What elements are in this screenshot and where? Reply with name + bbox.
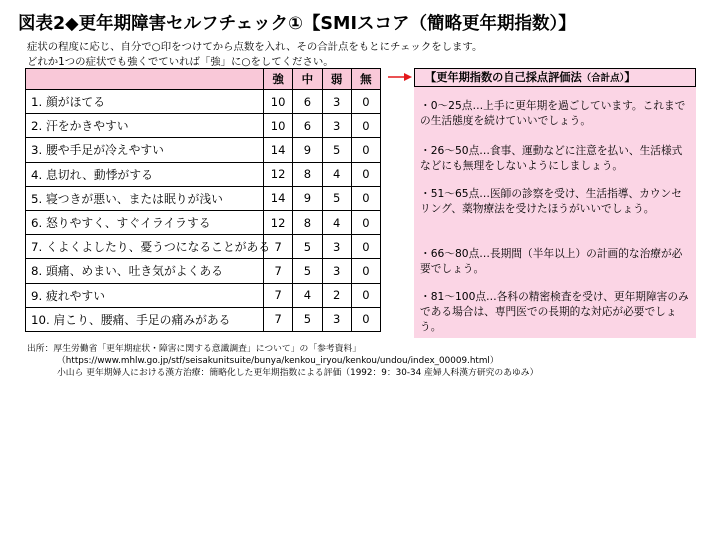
score-none: 0 bbox=[351, 186, 380, 210]
symptom-label: 4. 息切れ、動悸がする bbox=[26, 162, 264, 186]
symptom-label: 8. 頭痛、めまい、吐き気がよくある bbox=[26, 259, 264, 283]
symptom-label: 3. 腰や手足が冷えやすい bbox=[26, 138, 264, 162]
smi-score-table bbox=[25, 68, 381, 332]
score-none: 0 bbox=[351, 307, 380, 331]
table-row bbox=[26, 307, 381, 331]
table-row bbox=[26, 90, 381, 114]
evaluation-box bbox=[414, 68, 696, 338]
header-weak: 弱 bbox=[322, 69, 351, 90]
score-strong: 7 bbox=[264, 259, 293, 283]
score-medium: 5 bbox=[293, 259, 322, 283]
header-strong: 強 bbox=[264, 69, 293, 90]
score-medium: 6 bbox=[293, 114, 322, 138]
symptom-label: 7. くよくよしたり、憂うつになることがある bbox=[26, 235, 264, 259]
instruction-line-1: 症状の程度に応じ、自分で○印をつけてから点数を入れ、その合計点をもとにチェックをします。 bbox=[27, 41, 483, 53]
symptom-label: 6. 怒りやすく、すぐイライラする bbox=[26, 210, 264, 234]
score-strong: 14 bbox=[264, 138, 293, 162]
score-weak: 5 bbox=[322, 138, 351, 162]
score-strong: 7 bbox=[264, 307, 293, 331]
source-line-2: （https://www.mhlw.go.jp/stf/seisakunitsuite/bunya/kenkou_iryou/kenkou/undou/index_00009.html） bbox=[57, 356, 499, 366]
score-weak: 3 bbox=[322, 307, 351, 331]
page-title: 図表2◆更年期障害セルフチェック①【SMIスコア（簡略更年期指数）】 bbox=[18, 14, 576, 34]
score-strong: 10 bbox=[264, 114, 293, 138]
symptom-label: 5. 寝つきが悪い、または眠りが浅い bbox=[26, 186, 264, 210]
score-strong: 7 bbox=[264, 283, 293, 307]
score-medium: 4 bbox=[293, 283, 322, 307]
table-row bbox=[26, 210, 381, 234]
score-none: 0 bbox=[351, 114, 380, 138]
symptom-label: 1. 顔がほてる bbox=[26, 90, 264, 114]
score-none: 0 bbox=[351, 162, 380, 186]
source-line-3: 小山ら 更年期婦人における漢方治療：簡略化した更年期指数による評価（1992：9：30-34 産婦人科漢方研究のあゆみ） bbox=[57, 368, 539, 378]
score-weak: 3 bbox=[322, 114, 351, 138]
table-row bbox=[26, 259, 381, 283]
score-weak: 3 bbox=[322, 235, 351, 259]
evaluation-item: ・26～50点…食事、運動などに注意を払い、生活様式などにも無理をしないようにしましょう。 bbox=[420, 144, 683, 172]
score-medium: 8 bbox=[293, 210, 322, 234]
table-row bbox=[26, 162, 381, 186]
symptom-label: 2. 汗をかきやすい bbox=[26, 114, 264, 138]
symptom-label: 9. 疲れやすい bbox=[26, 283, 264, 307]
header-none: 無 bbox=[351, 69, 380, 90]
score-none: 0 bbox=[351, 210, 380, 234]
evaluation-header-text: 【更年期指数の自己採点評価法 bbox=[425, 71, 582, 84]
evaluation-header bbox=[414, 68, 696, 87]
score-none: 0 bbox=[351, 283, 380, 307]
table-header-row bbox=[26, 69, 381, 90]
instruction-line-2: どれか1つの症状でも強くでていれば「強」に○をしてください。 bbox=[27, 56, 334, 68]
score-weak: 2 bbox=[322, 283, 351, 307]
score-strong: 14 bbox=[264, 186, 293, 210]
score-weak: 5 bbox=[322, 186, 351, 210]
score-weak: 4 bbox=[322, 210, 351, 234]
table-row bbox=[26, 235, 381, 259]
score-strong: 12 bbox=[264, 210, 293, 234]
table-row bbox=[26, 114, 381, 138]
score-strong: 10 bbox=[264, 90, 293, 114]
table-row bbox=[26, 186, 381, 210]
evaluation-item: ・81～100点…各科の精密検査を受け、更年期障害のみである場合は、専門医での長期的な対応が必要でしょう。 bbox=[420, 290, 689, 333]
table-row bbox=[26, 283, 381, 307]
score-none: 0 bbox=[351, 90, 380, 114]
score-medium: 6 bbox=[293, 90, 322, 114]
header-medium: 中 bbox=[293, 69, 322, 90]
evaluation-header-small: （合計点） bbox=[581, 73, 625, 84]
source-line-1: 出所：厚生労働省「更年期症状・障害に関する意識調査」について」の「参考資料」 bbox=[27, 344, 362, 354]
evaluation-item: ・0～25点…上手に更年期を過ごしています。これまでの生活態度を続けていいでしょう。 bbox=[420, 99, 686, 127]
score-weak: 3 bbox=[322, 259, 351, 283]
score-none: 0 bbox=[351, 138, 380, 162]
score-medium: 9 bbox=[293, 186, 322, 210]
score-weak: 4 bbox=[322, 162, 351, 186]
evaluation-item: ・66～80点…長期間（半年以上）の計画的な治療が必要でしょう。 bbox=[420, 247, 683, 275]
score-weak: 3 bbox=[322, 90, 351, 114]
score-none: 0 bbox=[351, 259, 380, 283]
score-strong: 12 bbox=[264, 162, 293, 186]
score-medium: 5 bbox=[293, 235, 322, 259]
score-medium: 8 bbox=[293, 162, 322, 186]
score-none: 0 bbox=[351, 235, 380, 259]
score-medium: 9 bbox=[293, 138, 322, 162]
header-blank-cell bbox=[26, 69, 264, 90]
symptom-label: 10. 肩こり、腰痛、手足の痛みがある bbox=[26, 307, 264, 331]
score-strong: 7 bbox=[264, 235, 293, 259]
score-medium: 5 bbox=[293, 307, 322, 331]
evaluation-header-end: 】 bbox=[624, 71, 636, 84]
table-row bbox=[26, 138, 381, 162]
right-arrow-icon bbox=[388, 72, 412, 82]
evaluation-item: ・51～65点…医師の診察を受け、生活指導、カウンセリング、薬物療法を受けたほうがいいでしょう。 bbox=[420, 187, 682, 215]
